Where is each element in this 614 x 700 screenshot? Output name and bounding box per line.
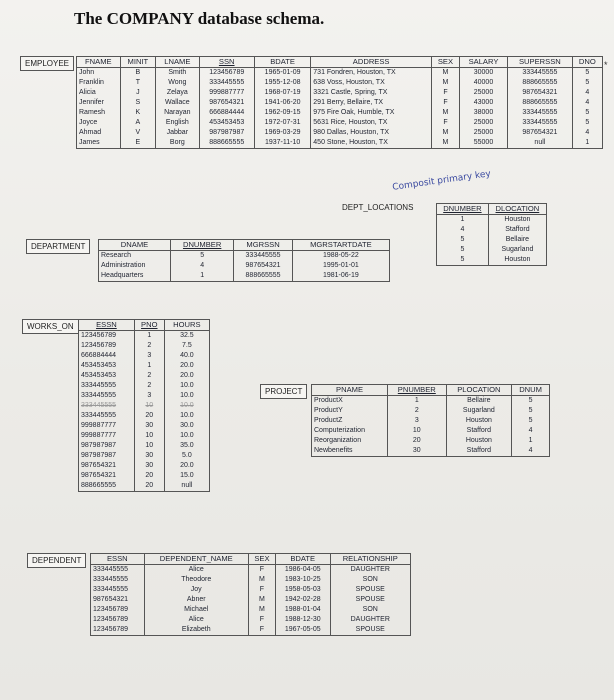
project-cell: 4	[512, 446, 550, 457]
employee-cell: F	[432, 118, 460, 128]
employee-cell: F	[432, 98, 460, 108]
works-on-cell: 32.5	[164, 330, 209, 341]
employee-cell: Ahmad	[77, 128, 121, 138]
works-on-cell: 888665555	[79, 481, 135, 492]
works-on-cell: 2	[134, 371, 164, 381]
dependent-cell: Abner	[144, 595, 248, 605]
works-on-row	[79, 451, 210, 461]
employee-cell: 291 Berry, Bellaire, TX	[311, 98, 432, 108]
employee-cell: John	[77, 67, 121, 78]
employee-cell: Jabbar	[156, 128, 199, 138]
works-on-cell: 2	[134, 381, 164, 391]
project-cell: 5	[512, 416, 550, 426]
works-on-cell: 987987987	[79, 441, 135, 451]
employee-col-header: FNAME	[77, 57, 121, 68]
dependent-cell: 1967-05-05	[275, 625, 330, 636]
employee-cell: M	[432, 67, 460, 78]
dept-locations-row	[437, 214, 547, 225]
employee-cell: 333445555	[508, 108, 573, 118]
works-on-cell: 20	[134, 471, 164, 481]
employee-label: EMPLOYEE	[20, 56, 74, 71]
project-cell: 5	[512, 395, 550, 406]
project-col-header: PLOCATION	[446, 385, 512, 396]
employee-cell: 1962-09-15	[254, 108, 310, 118]
employee-cell: E	[120, 138, 155, 149]
department-cell: 1995-01-01	[292, 261, 389, 271]
employee-col-header: ADDRESS	[311, 57, 432, 68]
dependent-row	[91, 625, 411, 636]
employee-cell: 638 Voss, Houston, TX	[311, 78, 432, 88]
works-on-cell: 453453453	[79, 361, 135, 371]
dept-locations-cell: Bellaire	[488, 235, 546, 245]
dept-locations-cell: 5	[437, 235, 489, 245]
project-row	[312, 406, 550, 416]
employee-cell: K	[120, 108, 155, 118]
works-on-cell: 1	[134, 361, 164, 371]
employee-col-header: SSN	[199, 57, 254, 68]
dept-locations-table	[436, 203, 547, 266]
employee-cell: 55000	[459, 138, 507, 149]
works-on-cell: 10.0	[164, 381, 209, 391]
dependent-row	[91, 615, 411, 625]
department-row	[99, 261, 390, 271]
employee-cell: 980 Dallas, Houston, TX	[311, 128, 432, 138]
works-on-table	[78, 319, 210, 492]
works-on-row	[79, 361, 210, 371]
project-cell: Stafford	[446, 446, 512, 457]
department-col-header: DNAME	[99, 240, 171, 251]
employee-row	[77, 78, 603, 88]
dependent-cell: F	[248, 564, 275, 575]
employee-col-header: LNAME	[156, 57, 199, 68]
dependent-label: DEPENDENT	[27, 553, 86, 568]
works-on-row	[79, 351, 210, 361]
project-cell: ProductX	[312, 395, 388, 406]
dependent-col-header: SEX	[248, 554, 275, 565]
employee-row	[77, 98, 603, 108]
works-on-cell: 7.5	[164, 341, 209, 351]
employee-cell: James	[77, 138, 121, 149]
dependent-cell: F	[248, 585, 275, 595]
project-cell: Stafford	[446, 426, 512, 436]
department-col-header: MGRSSN	[234, 240, 292, 251]
project-cell: 1	[512, 436, 550, 446]
dept-locations-cell: Stafford	[488, 225, 546, 235]
works-on-cell: 20.0	[164, 461, 209, 471]
employee-cell: 987654321	[508, 128, 573, 138]
dependent-cell: Alice	[144, 615, 248, 625]
dependent-row	[91, 575, 411, 585]
employee-cell: English	[156, 118, 199, 128]
employee-cell: 987654321	[508, 88, 573, 98]
dependent-cell: 1983-10-25	[275, 575, 330, 585]
dependent-col-header: DEPENDENT_NAME	[144, 554, 248, 565]
employee-cell: T	[120, 78, 155, 88]
works-on-cell: 123456789	[79, 341, 135, 351]
works-on-row	[79, 330, 210, 341]
employee-cell: 25000	[459, 88, 507, 98]
dependent-row	[91, 595, 411, 605]
dependent-col-header: BDATE	[275, 554, 330, 565]
dependent-cell: 333445555	[91, 575, 145, 585]
works-on-row	[79, 461, 210, 471]
employee-cell: 987654321	[199, 98, 254, 108]
project-col-header: DNUM	[512, 385, 550, 396]
employee-cell: F	[432, 88, 460, 98]
employee-table	[76, 56, 603, 149]
works-on-cell: 10.0	[164, 401, 209, 411]
employee-cell: 1969-03-29	[254, 128, 310, 138]
employee-row	[77, 128, 603, 138]
project-cell: Reorganization	[312, 436, 388, 446]
works-on-row	[79, 411, 210, 421]
dependent-cell: 123456789	[91, 615, 145, 625]
employee-cell: M	[432, 138, 460, 149]
project-cell: Bellaire	[446, 395, 512, 406]
department-cell: 1	[171, 271, 234, 282]
project-row	[312, 446, 550, 457]
employee-cell: Wallace	[156, 98, 199, 108]
dependent-cell: DAUGHTER	[330, 564, 410, 575]
composite-key-annotation: Composit primary key	[391, 169, 492, 193]
employee-cell: S	[120, 98, 155, 108]
employee-cell: B	[120, 67, 155, 78]
dependent-cell: SPOUSE	[330, 595, 410, 605]
employee-cell: 453453453	[199, 118, 254, 128]
works-on-col-header: PNO	[134, 320, 164, 331]
works-on-cell: 10.0	[164, 411, 209, 421]
dependent-cell: 1988-01-04	[275, 605, 330, 615]
employee-cell: 333445555	[508, 67, 573, 78]
project-cell: ProductZ	[312, 416, 388, 426]
employee-cell: 450 Stone, Houston, TX	[311, 138, 432, 149]
employee-col-header: BDATE	[254, 57, 310, 68]
department-cell: 4	[171, 261, 234, 271]
works-on-cell: 10	[134, 401, 164, 411]
project-cell: 2	[388, 406, 446, 416]
employee-cell: 1	[572, 138, 602, 149]
works-on-cell: 1	[134, 330, 164, 341]
employee-cell: Borg	[156, 138, 199, 149]
project-cell: 4	[512, 426, 550, 436]
employee-cell: null	[508, 138, 573, 149]
department-col-header: DNUMBER	[171, 240, 234, 251]
project-col-header: PNUMBER	[388, 385, 446, 396]
works-on-cell: 40.0	[164, 351, 209, 361]
department-label: DEPARTMENT	[26, 239, 90, 254]
works-on-row	[79, 391, 210, 401]
dependent-cell: SPOUSE	[330, 625, 410, 636]
project-cell: ProductY	[312, 406, 388, 416]
works-on-cell: 20	[134, 411, 164, 421]
department-cell: Research	[99, 250, 171, 261]
dependent-cell: Elizabeth	[144, 625, 248, 636]
department-row	[99, 271, 390, 282]
works-on-col-header: HOURS	[164, 320, 209, 331]
works-on-cell: 333445555	[79, 401, 135, 411]
employee-cell: 1965-01-09	[254, 67, 310, 78]
works-on-row	[79, 401, 210, 411]
employee-cell: Zelaya	[156, 88, 199, 98]
employee-cell: 5	[572, 67, 602, 78]
works-on-label: WORKS_ON	[22, 319, 79, 334]
employee-cell: 975 Fire Oak, Humble, TX	[311, 108, 432, 118]
project-label: PROJECT	[260, 384, 307, 399]
employee-cell: 25000	[459, 118, 507, 128]
works-on-cell: 666884444	[79, 351, 135, 361]
dept-locations-cell: Houston	[488, 214, 546, 225]
project-row	[312, 416, 550, 426]
dept-locations-row	[437, 245, 547, 255]
works-on-cell: null	[164, 481, 209, 492]
works-on-cell: 333445555	[79, 411, 135, 421]
employee-cell: 4	[572, 88, 602, 98]
dept-locations-row	[437, 225, 547, 235]
works-on-cell: 999887777	[79, 421, 135, 431]
project-row	[312, 395, 550, 406]
employee-cell: Smith	[156, 67, 199, 78]
employee-cell: 1968-07-19	[254, 88, 310, 98]
employee-cell: A	[120, 118, 155, 128]
project-cell: Computerization	[312, 426, 388, 436]
employee-cell: 1972-07-31	[254, 118, 310, 128]
department-col-header: MGRSTARTDATE	[292, 240, 389, 251]
dependent-cell: 1942-02-28	[275, 595, 330, 605]
dependent-row	[91, 605, 411, 615]
works-on-cell: 30.0	[164, 421, 209, 431]
dept-locations-cell: 5	[437, 245, 489, 255]
works-on-cell: 999887777	[79, 431, 135, 441]
employee-cell: 4	[572, 128, 602, 138]
department-cell: Administration	[99, 261, 171, 271]
project-row	[312, 436, 550, 446]
employee-col-header: SEX	[432, 57, 460, 68]
dependent-cell: SON	[330, 575, 410, 585]
works-on-cell: 10	[134, 431, 164, 441]
employee-row	[77, 108, 603, 118]
employee-cell: Jennifer	[77, 98, 121, 108]
employee-cell: 40000	[459, 78, 507, 88]
works-on-row	[79, 421, 210, 431]
employee-cell: 5631 Rice, Houston, TX	[311, 118, 432, 128]
employee-cell: M	[432, 78, 460, 88]
employee-cell: Wong	[156, 78, 199, 88]
asterisk-mark: *	[604, 60, 608, 70]
department-cell: 987654321	[234, 261, 292, 271]
dependent-cell: DAUGHTER	[330, 615, 410, 625]
employee-cell: 888665555	[199, 138, 254, 149]
works-on-cell: 30	[134, 451, 164, 461]
works-on-cell: 20.0	[164, 371, 209, 381]
dependent-cell: Michael	[144, 605, 248, 615]
employee-cell: Narayan	[156, 108, 199, 118]
works-on-cell: 10	[134, 441, 164, 451]
dept-locations-label: DEPT_LOCATIONS	[342, 203, 414, 212]
works-on-cell: 987654321	[79, 471, 135, 481]
employee-header-row	[77, 57, 603, 68]
works-on-row	[79, 381, 210, 391]
project-table	[311, 384, 550, 457]
works-on-cell: 30	[134, 461, 164, 471]
works-on-cell: 453453453	[79, 371, 135, 381]
employee-cell: 1955-12-08	[254, 78, 310, 88]
dept-locations-cell: 5	[437, 255, 489, 266]
department-table	[98, 239, 390, 282]
dependent-col-header: ESSN	[91, 554, 145, 565]
dependent-cell: F	[248, 615, 275, 625]
employee-row	[77, 67, 603, 78]
employee-cell: J	[120, 88, 155, 98]
dept-locations-cell: 1	[437, 214, 489, 225]
employee-cell: Ramesh	[77, 108, 121, 118]
works-on-row	[79, 471, 210, 481]
project-cell: 3	[388, 416, 446, 426]
works-on-row	[79, 481, 210, 492]
employee-cell: 1937-11-10	[254, 138, 310, 149]
works-on-cell: 10.0	[164, 431, 209, 441]
employee-cell: 5	[572, 118, 602, 128]
dept-locations-cell: Sugarland	[488, 245, 546, 255]
employee-cell: 4	[572, 98, 602, 108]
works-on-cell: 30	[134, 421, 164, 431]
employee-cell: Joyce	[77, 118, 121, 128]
employee-cell: 987987987	[199, 128, 254, 138]
employee-cell: V	[120, 128, 155, 138]
dependent-cell: 123456789	[91, 625, 145, 636]
employee-col-header: DNO	[572, 57, 602, 68]
works-on-cell: 20.0	[164, 361, 209, 371]
department-cell: Headquarters	[99, 271, 171, 282]
dependent-cell: 333445555	[91, 585, 145, 595]
employee-cell: 43000	[459, 98, 507, 108]
dependent-cell: SPOUSE	[330, 585, 410, 595]
dependent-cell: 123456789	[91, 605, 145, 615]
works-on-row	[79, 371, 210, 381]
dept-locations-cell: Houston	[488, 255, 546, 266]
dependent-cell: 1988-12-30	[275, 615, 330, 625]
employee-cell: Alicia	[77, 88, 121, 98]
employee-cell: 333445555	[199, 78, 254, 88]
project-cell: 1	[388, 395, 446, 406]
page-title: The COMPANY database schema.	[74, 9, 325, 28]
dependent-cell: Alice	[144, 564, 248, 575]
works-on-cell: 2	[134, 341, 164, 351]
project-cell: 5	[512, 406, 550, 416]
employee-cell: 25000	[459, 128, 507, 138]
works-on-cell: 333445555	[79, 381, 135, 391]
employee-cell: 123456789	[199, 67, 254, 78]
employee-col-header: SUPERSSN	[508, 57, 573, 68]
employee-cell: 30000	[459, 67, 507, 78]
employee-row	[77, 138, 603, 149]
dept-locations-col-header: DNUMBER	[437, 204, 489, 215]
employee-col-header: MINIT	[120, 57, 155, 68]
dependent-cell: M	[248, 605, 275, 615]
department-cell: 1988-05-22	[292, 250, 389, 261]
employee-col-header: SALARY	[459, 57, 507, 68]
employee-cell: 888665555	[508, 78, 573, 88]
works-on-cell: 987987987	[79, 451, 135, 461]
works-on-cell: 3	[134, 351, 164, 361]
dept-locations-col-header: DLOCATION	[488, 204, 546, 215]
dependent-cell: 333445555	[91, 564, 145, 575]
works-on-cell: 20	[134, 481, 164, 492]
employee-row	[77, 118, 603, 128]
dept-locations-row	[437, 235, 547, 245]
project-cell: 20	[388, 436, 446, 446]
dept-locations-row	[437, 255, 547, 266]
department-cell: 888665555	[234, 271, 292, 282]
works-on-row	[79, 431, 210, 441]
works-on-cell: 123456789	[79, 330, 135, 341]
dependent-cell: 987654321	[91, 595, 145, 605]
employee-cell: 888665555	[508, 98, 573, 108]
employee-cell: 3321 Castle, Spring, TX	[311, 88, 432, 98]
employee-cell: 999887777	[199, 88, 254, 98]
employee-cell: 333445555	[508, 118, 573, 128]
employee-cell: 5	[572, 108, 602, 118]
works-on-cell: 10.0	[164, 391, 209, 401]
employee-cell: 1941-06-20	[254, 98, 310, 108]
project-cell: Houston	[446, 436, 512, 446]
dependent-cell: M	[248, 595, 275, 605]
dependent-cell: Joy	[144, 585, 248, 595]
dependent-cell: M	[248, 575, 275, 585]
dependent-row	[91, 585, 411, 595]
employee-cell: 731 Fondren, Houston, TX	[311, 67, 432, 78]
employee-cell: Franklin	[77, 78, 121, 88]
project-cell: 10	[388, 426, 446, 436]
employee-cell: M	[432, 128, 460, 138]
employee-cell: 38000	[459, 108, 507, 118]
works-on-cell: 35.0	[164, 441, 209, 451]
dependent-col-header: RELATIONSHIP	[330, 554, 410, 565]
dependent-table	[90, 553, 411, 636]
project-cell: Sugarland	[446, 406, 512, 416]
department-row	[99, 250, 390, 261]
works-on-row	[79, 441, 210, 451]
works-on-col-header: ESSN	[79, 320, 135, 331]
project-col-header: PNAME	[312, 385, 388, 396]
project-cell: Houston	[446, 416, 512, 426]
dependent-row	[91, 564, 411, 575]
employee-row	[77, 88, 603, 98]
employee-cell: 5	[572, 78, 602, 88]
dept-locations-cell: 4	[437, 225, 489, 235]
employee-cell: M	[432, 108, 460, 118]
department-cell: 1981-06-19	[292, 271, 389, 282]
project-row	[312, 426, 550, 436]
dependent-cell: Theodore	[144, 575, 248, 585]
dependent-cell: SON	[330, 605, 410, 615]
works-on-cell: 3	[134, 391, 164, 401]
project-cell: 30	[388, 446, 446, 457]
employee-cell: 666884444	[199, 108, 254, 118]
dependent-cell: 1986-04-05	[275, 564, 330, 575]
dependent-cell: F	[248, 625, 275, 636]
works-on-row	[79, 341, 210, 351]
dependent-cell: 1958-05-03	[275, 585, 330, 595]
works-on-cell: 15.0	[164, 471, 209, 481]
project-cell: Newbenefits	[312, 446, 388, 457]
works-on-cell: 333445555	[79, 391, 135, 401]
works-on-cell: 5.0	[164, 451, 209, 461]
works-on-cell: 987654321	[79, 461, 135, 471]
department-cell: 5	[171, 250, 234, 261]
department-cell: 333445555	[234, 250, 292, 261]
